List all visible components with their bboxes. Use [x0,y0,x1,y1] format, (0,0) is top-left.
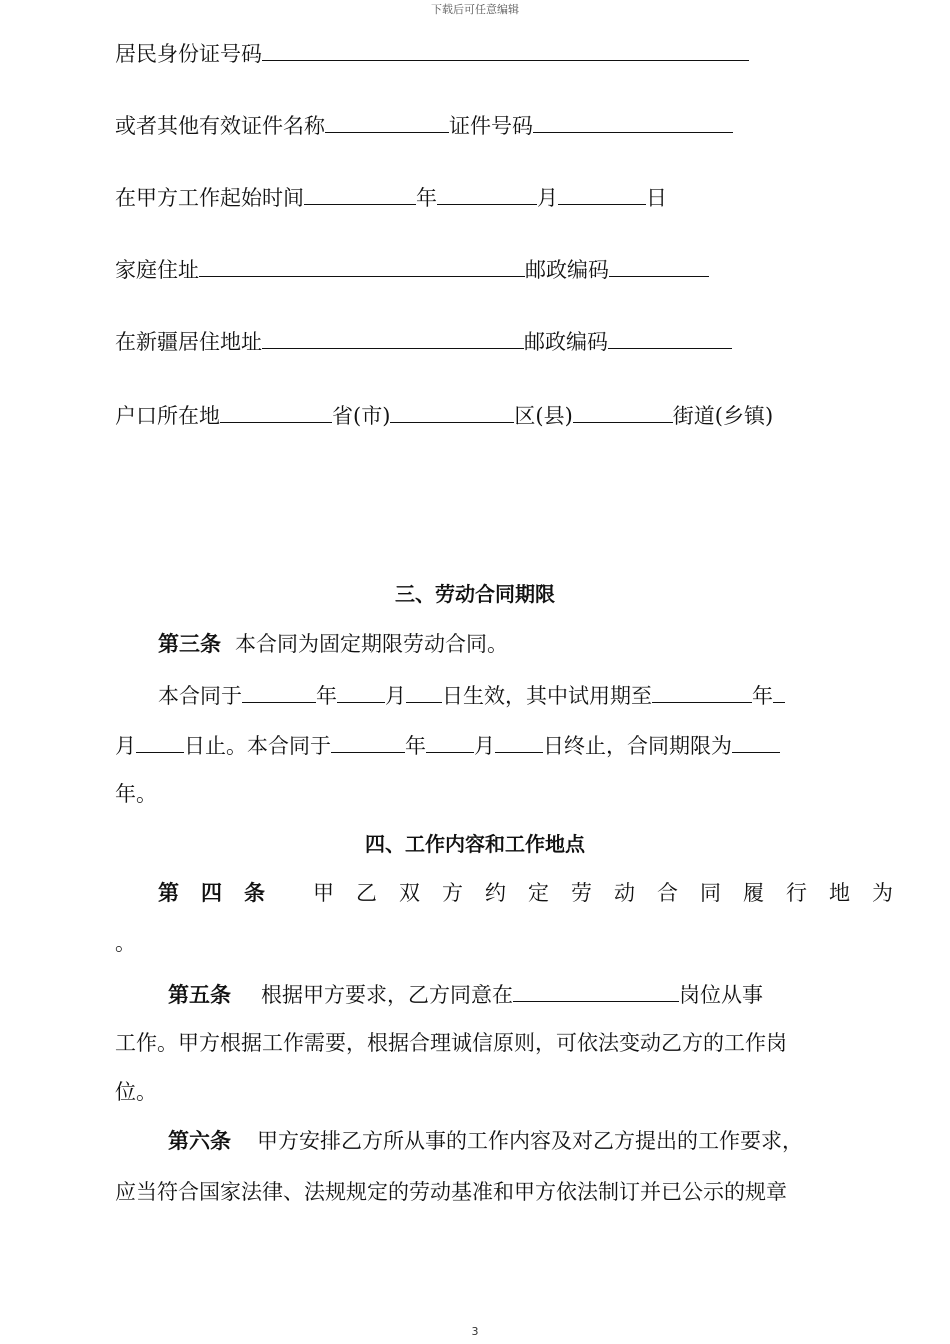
other-id-name-blank[interactable] [325,110,449,133]
id-number-row [115,38,749,66]
effective-day-blank[interactable] [406,680,442,703]
probation-day-blank[interactable] [136,730,184,753]
hukou-district-blank[interactable] [390,400,514,423]
article5-title: 第五条 [168,983,231,1007]
terminate-day-blank[interactable] [495,730,543,753]
home-postal-blank[interactable] [609,254,709,277]
hukou-row [115,400,773,428]
section4-heading: 四、工作内容和工作地点 [365,832,585,856]
effective-year-blank[interactable] [242,680,316,703]
month-label: 月 [474,734,495,758]
xinjiang-address-label: 在新疆居住地址 [115,330,262,354]
year-label: 年 [405,734,426,758]
hukou-street-blank[interactable] [573,400,673,423]
article6-line [168,1127,803,1155]
article5-line [168,979,763,1007]
probation-month-blank[interactable] [773,680,785,703]
xinjiang-address-row [115,326,732,354]
article6-title: 第六条 [168,1129,231,1153]
start-month-blank[interactable] [437,182,537,205]
article5-text-a: 根据甲方要求，乙方同意在 [261,983,513,1007]
terminate-text: 日终止，合同期限为 [543,734,732,758]
article5-line3: 位。 [115,1080,157,1104]
home-address-label: 家庭住址 [115,258,199,282]
hukou-province-blank[interactable] [220,400,332,423]
article3-title: 第三条 [158,632,221,656]
month-label: 月 [385,684,406,708]
article3-text: 本合同为固定期限劳动合同。 [235,632,508,656]
line3-end-text: 日止。本合同于 [184,734,331,758]
id-number-blank[interactable] [262,38,749,61]
other-id-number-blank[interactable] [533,110,733,133]
article4-line [158,879,915,907]
contract-term-end-line: 年。 [115,782,157,806]
year-label: 年 [316,684,337,708]
contract-end-line [115,730,780,758]
other-id-row [115,110,733,138]
other-id-number-label: 证件号码 [449,114,533,138]
article5-text-b: 岗位从事 [679,983,763,1007]
article3-line [158,630,508,658]
district-label: 区(县) [514,404,573,428]
effective-text: 日生效，其中试用期至 [442,684,652,708]
xinjiang-postal-label: 邮政编码 [524,330,608,354]
home-postal-label: 邮政编码 [525,258,609,282]
province-label: 省(市) [332,404,391,428]
contract-start-label: 本合同于 [158,684,242,708]
terminate-year-blank[interactable] [331,730,405,753]
article6-line2: 应当符合国家法律、法规规定的劳动基准和甲方依法制订并已公示的规章 [115,1180,787,1204]
home-address-row [115,254,709,282]
section3-heading: 三、劳动合同期限 [395,582,555,606]
article4-text: 甲乙双方约定劳动合同履行地为 [313,881,915,905]
day-label: 日 [646,186,667,210]
year-label: 年 [416,186,437,210]
position-blank[interactable] [513,979,679,1002]
effective-month-blank[interactable] [337,680,385,703]
article4-end: 。 [115,931,136,955]
page-header: 下载后可任意编辑 [431,3,519,16]
home-address-blank[interactable] [199,254,525,277]
xinjiang-address-blank[interactable] [262,326,524,349]
article4-title: 第四条 [158,881,287,905]
other-id-name-label: 或者其他有效证件名称 [115,114,325,138]
start-time-label: 在甲方工作起始时间 [115,186,304,210]
start-year-blank[interactable] [304,182,416,205]
xinjiang-postal-blank[interactable] [608,326,732,349]
month-label: 月 [115,734,136,758]
id-number-label: 居民身份证号码 [115,42,262,66]
month-label: 月 [537,186,558,210]
article5-line2: 工作。甲方根据工作需要，根据合理诚信原则，可依法变动乙方的工作岗 [115,1031,787,1055]
year-label: 年 [752,684,773,708]
terminate-month-blank[interactable] [426,730,474,753]
contract-date-line [158,680,785,708]
article6-text: 甲方安排乙方所从事的工作内容及对乙方提出的工作要求， [257,1129,803,1153]
probation-year-blank[interactable] [652,680,752,703]
page-number: 3 [471,1325,479,1338]
street-label: 街道(乡镇) [672,404,774,428]
hukou-label: 户口所在地 [115,404,220,428]
start-time-row [115,182,667,210]
start-day-blank[interactable] [558,182,646,205]
contract-term-blank[interactable] [732,730,780,753]
